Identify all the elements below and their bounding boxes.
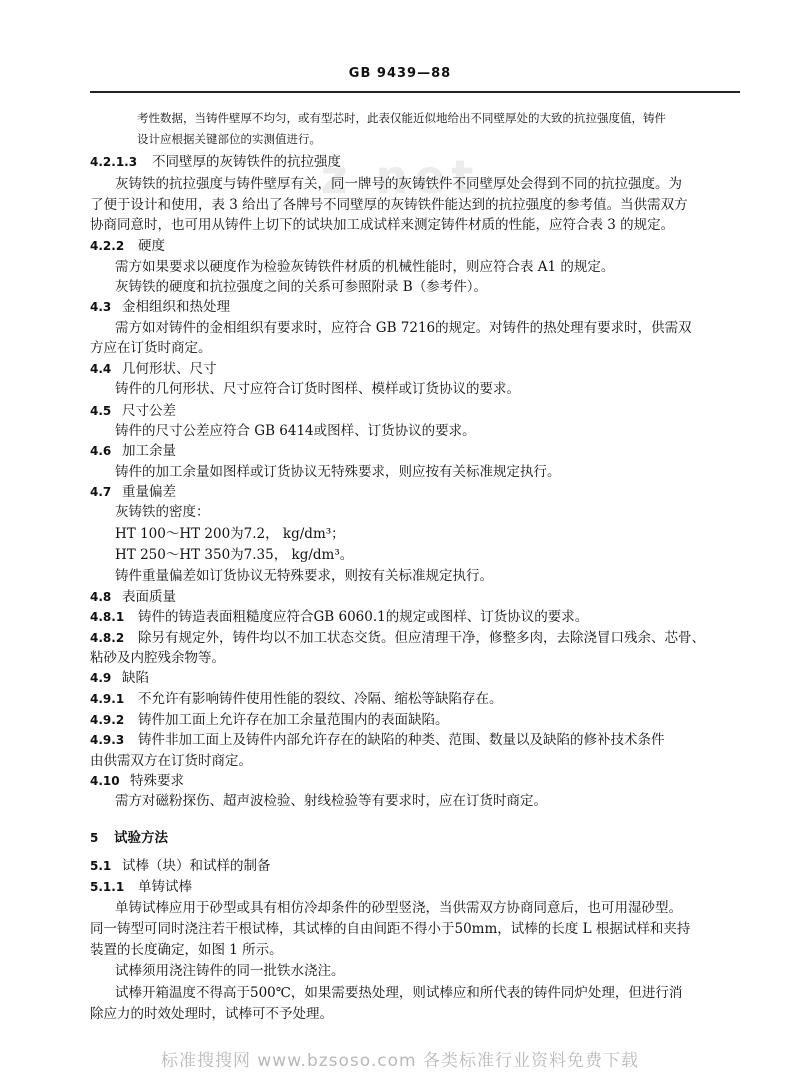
- text-line: HT 100～HT 200为7.2， kg/dm³；: [115, 526, 345, 542]
- section-number: 4.9.2: [90, 713, 125, 727]
- section-number: 4.6: [90, 444, 112, 458]
- section-number: 4.2.2: [90, 239, 125, 253]
- section-number: 4.5: [90, 404, 112, 418]
- section-title: 几何形状、尺寸: [122, 361, 217, 377]
- section-title: 尺寸公差: [122, 403, 176, 419]
- section-text: 不允许有影响铸件使用性能的裂纹、冷隔、缩松等缺陷存在。: [138, 691, 503, 707]
- section-number: 5.1: [90, 859, 112, 873]
- section-title: 特殊要求: [130, 773, 184, 789]
- text-line: 铸件的加工余量如图样或订货协议无特殊要求，则应按有关标准规定执行。: [115, 464, 561, 480]
- section-title: 缺陷: [122, 670, 149, 686]
- section-text: 铸件加工面上允许存在加工余量范围内的表面缺陷。: [138, 712, 449, 728]
- section-text: 铸件非加工面上及铸件内部允许存在的缺陷的种类、范围、数量以及缺陷的修补技术条件: [138, 732, 665, 748]
- section-title: 加工余量: [122, 443, 176, 459]
- text-line: 同一铸型可同时浇注若干根试棒，其试棒的自由间距不得小于50mm，试棒的长度 L 根据试样和夹持: [90, 921, 691, 937]
- text-line: 铸件的几何形状、尺寸应符合订货时图样、模样或订货协议的要求。: [115, 381, 520, 397]
- section-number: 4.8.1: [90, 610, 125, 624]
- section-title: 试验方法: [114, 830, 168, 846]
- text-line: 由供需双方在订货时商定。: [90, 753, 252, 769]
- text-line: 灰铸铁的密度：: [115, 504, 210, 520]
- text-line: 需方如对铸件的金相组织有要求时，应符合 GB 7216的规定。对铸件的热处理有要求时，供需双: [115, 320, 692, 336]
- text-line: 考性数据，当铸件壁厚不均匀，或有型芯时，此表仅能近似地给出不同壁厚处的大致的抗拉强度值，铸件: [137, 111, 666, 125]
- text-line: 试棒须用浇注铸件的同一批铁水浇注。: [115, 963, 345, 979]
- text-line: 设计应根据关键部位的实测值进行。: [137, 132, 321, 146]
- text-line: 灰铸铁的硬度和抗拉强度之间的关系可参照附录 B（参考件）。: [115, 279, 487, 295]
- section-title: 不同壁厚的灰铸铁件的抗拉强度: [152, 154, 341, 170]
- text-line: 灰铸铁的抗拉强度与铸件壁厚有关，同一牌号的灰铸铁件不同壁厚处会得到不同的抗拉强度。为: [115, 176, 682, 192]
- section-title: 重量偏差: [122, 484, 176, 500]
- header-rule: [90, 91, 740, 93]
- text-line: 了便于设计和使用，表 3 给出了各牌号不同壁厚的灰铸铁件能达到的抗拉强度的参考值。当供需双方: [90, 197, 688, 213]
- section-text: 除另有规定外，铸件均以不加工状态交货。但应清理干净，修整多肉，去除浇冒口残余、芯骨、: [138, 630, 705, 646]
- section-number: 4.8: [90, 590, 112, 604]
- section-number: 4.8.2: [90, 631, 125, 645]
- text-line: 单铸试棒应用于砂型或具有相仿冷却条件的砂型竖浇，当供需双方协商同意后，也可用湿砂型。: [115, 900, 682, 916]
- page-header: GB 9439—88: [348, 66, 452, 81]
- text-line: 粘砂及内腔残余物等。: [90, 650, 225, 666]
- text-line: 铸件的尺寸公差应符合 GB 6414或图样、订货协议的要求。: [115, 423, 476, 439]
- section-title: 表面质量: [122, 589, 176, 605]
- section-title: 单铸试棒: [138, 879, 192, 895]
- section-text: 铸件的铸造表面粗糙度应符合GB 6060.1的规定或图样、订货协议的要求。: [138, 609, 589, 625]
- section-title: 试棒（块）和试样的制备: [122, 858, 271, 874]
- text-line: 方应在订货时商定。: [90, 340, 212, 356]
- section-number: 4.10: [90, 774, 120, 788]
- section-title: 金相组织和热处理: [122, 299, 230, 315]
- text-line: 需方对磁粉探伤、超声波检验、射线检验等有要求时，应在订货时商定。: [115, 793, 547, 809]
- section-number: 4.3: [90, 300, 112, 314]
- text-line: HT 250～HT 350为7.35， kg/dm³。: [115, 547, 354, 563]
- section-number: 4.9.1: [90, 692, 125, 706]
- section-number: 4.9: [90, 671, 112, 685]
- text-line: 除应力的时效处理时，试棒可不予处理。: [90, 1006, 333, 1022]
- footer-watermark: 标准搜搜网 www.bzsoso.com 各类标准行业资料免费下载: [160, 1051, 639, 1071]
- section-number: 4.4: [90, 362, 112, 376]
- text-line: 试棒开箱温度不得高于500℃，如果需要热处理，则试棒应和所代表的铸件同炉处理，但进行消: [115, 985, 683, 1001]
- section-number: 5.1.1: [90, 880, 125, 894]
- section-title: 硬度: [138, 238, 165, 254]
- section-number: 5: [90, 831, 99, 845]
- text-line: 装置的长度确定，如图 1 所示。: [90, 942, 283, 958]
- text-line: 协商同意时，也可用从铸件上切下的试块加工成试样来测定铸件材质的性能，应符合表 3 的规定。: [90, 217, 675, 233]
- text-line: 需方如果要求以硬度作为检验灰铸铁件材质的机械性能时，则应符合表 A1 的规定。: [115, 259, 615, 275]
- section-number: 4.2.1.3: [90, 155, 138, 169]
- watermark-overlay: z net: [320, 150, 480, 204]
- section-number: 4.7: [90, 485, 112, 499]
- text-line: 铸件重量偏差如订货协议无特殊要求，则按有关标准规定执行。: [115, 568, 493, 584]
- section-number: 4.9.3: [90, 733, 125, 747]
